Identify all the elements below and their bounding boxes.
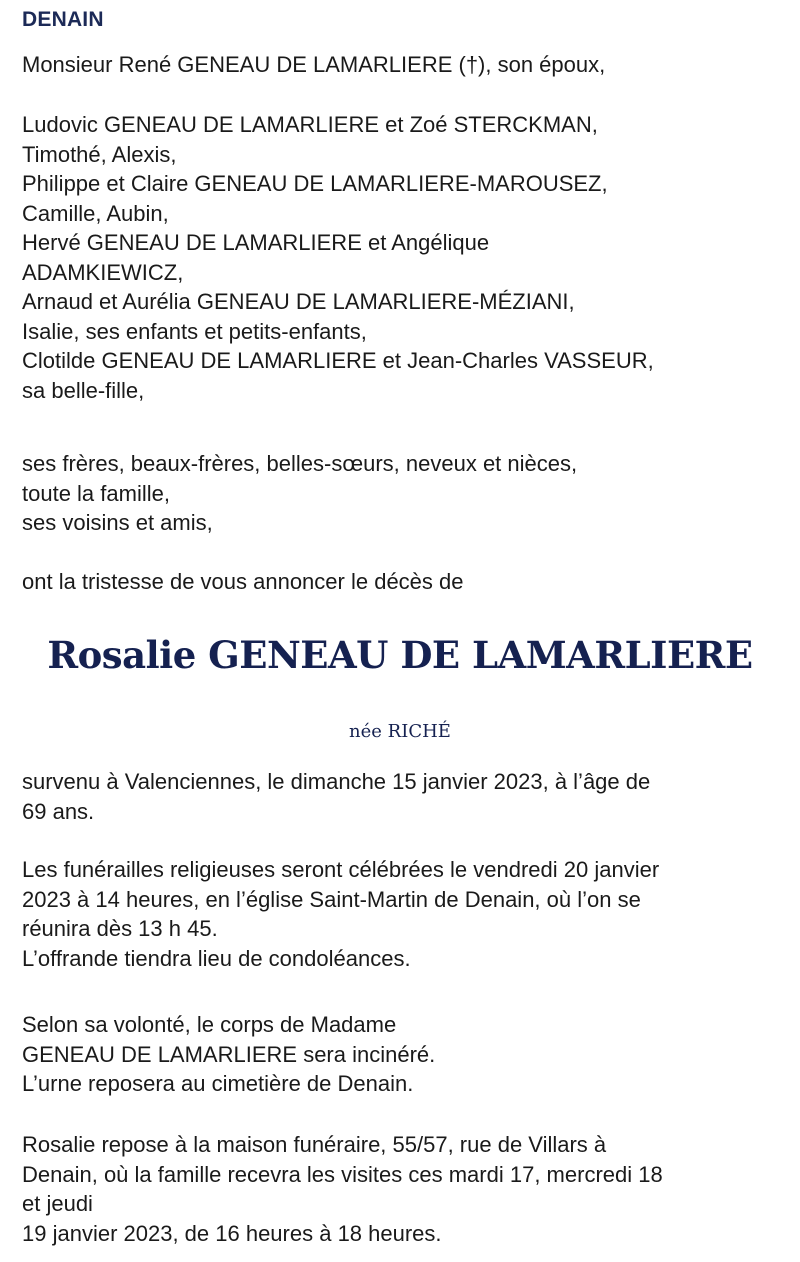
cremation-line: L’urne reposera au cimetière de Denain.: [22, 1071, 414, 1096]
relatives-line: ses frères, beaux-frères, belles-sœurs, neveux et nièces,: [22, 451, 578, 476]
family-line: Camille, Aubin,: [22, 200, 169, 226]
family-line: Philippe et Claire GENEAU DE LAMARLIERE-MAROUSEZ,: [22, 171, 608, 196]
family-line: Arnaud et Aurélia GENEAU DE LAMARLIERE-MÉZIANI,: [22, 289, 575, 314]
intro-line: ont la tristesse de vous annoncer le décès de: [22, 569, 464, 594]
family-line: Timothé, Alexis,: [22, 141, 177, 167]
spouse-paragraph: [22, 50, 792, 80]
family-line: ADAMKIEWICZ,: [22, 259, 184, 285]
family-line: Ludovic GENEAU DE LAMARLIERE et Zoé STERCKMAN,: [22, 112, 598, 137]
funeral-line: 2023 à 14 heures, en l’église Saint-Martin de Denain, où l’on se: [22, 886, 641, 912]
cremation-line: GENEAU DE LAMARLIERE sera incinéré.: [22, 1041, 436, 1067]
city-heading: DENAIN: [22, 8, 104, 31]
funeral-line: Les funérailles religieuses seront célébrées le vendredi 20 janvier: [22, 857, 660, 882]
funeral-paragraph: [22, 855, 792, 973]
maiden-name: née RICHÉ: [349, 721, 451, 742]
family-paragraph: [22, 110, 792, 405]
visits-line: 19 janvier 2023, de 16 heures à 18 heures.: [22, 1220, 442, 1246]
funeral-line: réunira dès 13 h 45.: [22, 916, 218, 941]
relatives-line: ses voisins et amis,: [22, 510, 213, 535]
family-line: Isalie, ses enfants et petits-enfants,: [22, 318, 367, 344]
cremation-line: Selon sa volonté, le corps de Madame: [22, 1012, 397, 1037]
intro-paragraph: [22, 567, 792, 597]
visits-line: Rosalie repose à la maison funéraire, 55/57, rue de Villars à: [22, 1132, 607, 1157]
visits-line: et jeudi: [22, 1191, 93, 1216]
death-paragraph: [22, 767, 792, 826]
death-line: 69 ans.: [22, 798, 95, 824]
deceased-name: Rosalie GENEAU DE LAMARLIERE: [47, 633, 753, 677]
visits-line: Denain, où la famille recevra les visites ces mardi 17, mercredi 18: [22, 1161, 663, 1187]
family-line: sa belle-fille,: [22, 377, 145, 403]
relatives-paragraph: [22, 449, 792, 538]
family-line: Hervé GENEAU DE LAMARLIERE et Angélique: [22, 230, 490, 255]
funeral-line: L’offrande tiendra lieu de condoléances.: [22, 945, 411, 971]
spouse-line: Monsieur René GENEAU DE LAMARLIERE (†), son époux,: [22, 52, 606, 77]
death-line: survenu à Valenciennes, le dimanche 15 janvier 2023, à l’âge de: [22, 769, 651, 794]
relatives-line: toute la famille,: [22, 480, 170, 506]
cremation-paragraph: [22, 1010, 792, 1099]
visits-paragraph: [22, 1130, 792, 1248]
family-line: Clotilde GENEAU DE LAMARLIERE et Jean-Charles VASSEUR,: [22, 348, 654, 373]
